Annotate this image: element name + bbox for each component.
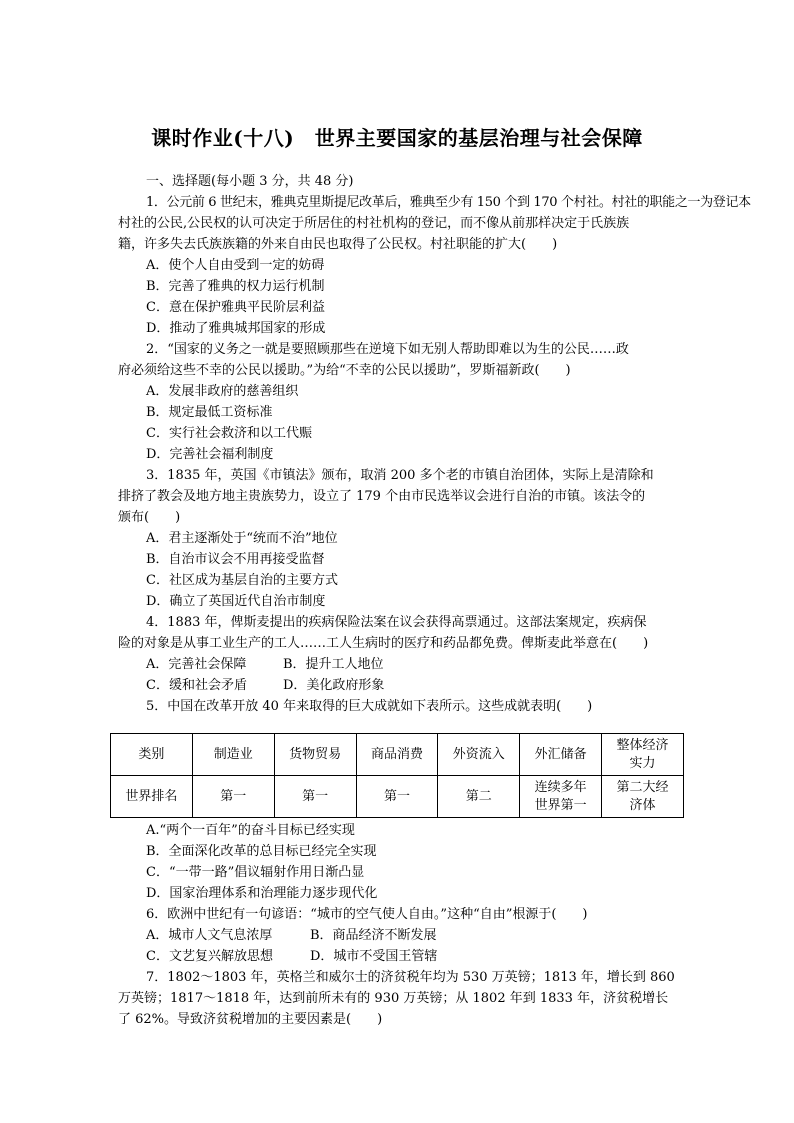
q4-option-c: C．缓和社会矛盾 xyxy=(146,678,247,693)
q2-stem-line-2: 府必须给这些不幸的公民以援助。”为给“不幸的公民以援助”，罗斯福新政( ) xyxy=(118,363,571,378)
table-cell: 连续多年 世界第一 xyxy=(520,776,602,818)
table-cell: 外汇储备 xyxy=(520,734,602,776)
q1-stem-line-2: 村社的公民,公民权的认可决定于所居住的村社机构的登记，而不像从前那样决定于氏族族 xyxy=(118,216,630,231)
q2-option-c: C．实行社会救济和以工代赈 xyxy=(146,426,312,441)
table-cell: 第二 xyxy=(438,776,520,818)
table-cell: 制造业 xyxy=(192,734,274,776)
q1-stem-line-3: 籍，许多失去氏族族籍的外来自由民也取得了公民权。村社职能的扩大( ) xyxy=(118,237,558,252)
q7-stem-line-3: 了 62%。导致济贫税增加的主要因素是( ) xyxy=(118,1012,383,1027)
q1-option-b: B．完善了雅典的权力运行机制 xyxy=(146,279,325,294)
page-title: 课时作业(十八) 世界主要国家的基层治理与社会保障 xyxy=(151,126,643,150)
q1-option-a: A．使个人自由受到一定的妨碍 xyxy=(146,258,325,273)
table-cell: 世界排名 xyxy=(111,776,193,818)
q5-option-d: D．国家治理体系和治理能力逐步现代化 xyxy=(146,886,378,901)
q4-option-d: D．美化政府形象 xyxy=(283,678,385,693)
q5-option-c: C．“一带一路”倡议辐射作用日渐凸显 xyxy=(146,865,365,880)
q6-stem-line-1: 6．欧洲中世纪有一句谚语：“城市的空气使人自由。”这种“自由”根源于( ) xyxy=(146,907,588,922)
q5-stem-line-1: 5．中国在改革开放 40 年来取得的巨大成就如下表所示。这些成就表明( ) xyxy=(146,699,593,714)
q6-option-b: B．商品经济不断发展 xyxy=(310,928,437,943)
table-header-row xyxy=(111,734,684,776)
q2-option-a: A．发展非政府的慈善组织 xyxy=(146,384,299,399)
q3-stem-line-2: 排挤了教会及地方地主贵族势力，设立了 179 个由市民选举议会进行自治的市镇。该法令的 xyxy=(118,489,646,504)
q3-stem-line-3: 颁布( ) xyxy=(118,510,181,525)
q2-stem-line-1: 2．“国家的义务之一就是要照顾那些在逆境下如无别人帮助即难以为生的公民……政 xyxy=(146,342,629,357)
q3-option-a: A．君主逐渐处于“统而不治”地位 xyxy=(146,531,338,546)
table-cell: 整体经济 实力 xyxy=(602,734,684,776)
q5-option-a: A.“两个一百年”的奋斗目标已经实现 xyxy=(146,823,355,838)
achievements-table xyxy=(110,733,684,818)
q1-option-d: D．推动了雅典城邦国家的形成 xyxy=(146,321,326,336)
q7-stem-line-1: 7．1802～1803 年，英格兰和威尔士的济贫税年均为 530 万英镑；1813 年，增长到 860 xyxy=(146,970,675,985)
q1-stem-line-1: 1．公元前 6 世纪末，雅典克里斯提尼改革后，雅典至少有 150 个到 170 个村社。村社的职能之一为登记本 xyxy=(146,195,751,210)
q6-option-a: A．城市人文气息浓厚 xyxy=(146,928,273,943)
q1-option-c: C．意在保护雅典平民阶层利益 xyxy=(146,300,325,315)
q2-option-d: D．完善社会福利制度 xyxy=(146,447,274,462)
q3-stem-line-1: 3．1835 年，英国《市镇法》颁布，取消 200 多个老的市镇自治团体，实际上是清除和 xyxy=(146,468,654,483)
table-cell: 第一 xyxy=(356,776,438,818)
q3-option-c: C．社区成为基层自治的主要方式 xyxy=(146,573,338,588)
table-cell: 类别 xyxy=(111,734,193,776)
table-cell: 货物贸易 xyxy=(274,734,356,776)
table-cell: 第一 xyxy=(274,776,356,818)
q6-option-d: D．城市不受国王管辖 xyxy=(310,949,438,964)
q5-option-b: B．全面深化改革的总目标已经完全实现 xyxy=(146,844,377,859)
table-cell: 外资流入 xyxy=(438,734,520,776)
q2-option-b: B．规定最低工资标准 xyxy=(146,405,273,420)
table-row xyxy=(111,776,684,818)
q4-stem-line-1: 4．1883 年，俾斯麦提出的疾病保险法案在议会获得高票通过。这部法案规定，疾病保 xyxy=(146,615,647,630)
q4-option-a: A．完善社会保障 xyxy=(146,657,247,672)
table-cell: 第一 xyxy=(192,776,274,818)
section-heading: 一、选择题(每小题 3 分，共 48 分) xyxy=(146,174,354,189)
q3-option-b: B．自治市议会不用再接受监督 xyxy=(146,552,325,567)
q4-stem-line-2: 险的对象是从事工业生产的工人……工人生病时的医疗和药品都免费。俾斯麦此举意在( ) xyxy=(118,636,649,651)
table-cell: 第二大经 济体 xyxy=(602,776,684,818)
q3-option-d: D．确立了英国近代自治市制度 xyxy=(146,594,326,609)
q6-option-c: C．文艺复兴解放思想 xyxy=(146,949,273,964)
q4-option-b: B．提升工人地位 xyxy=(283,657,384,672)
table-cell: 商品消费 xyxy=(356,734,438,776)
q7-stem-line-2: 万英镑；1817～1818 年，达到前所未有的 930 万英镑；从 1802 年到 1833 年，济贫税增长 xyxy=(118,991,669,1006)
